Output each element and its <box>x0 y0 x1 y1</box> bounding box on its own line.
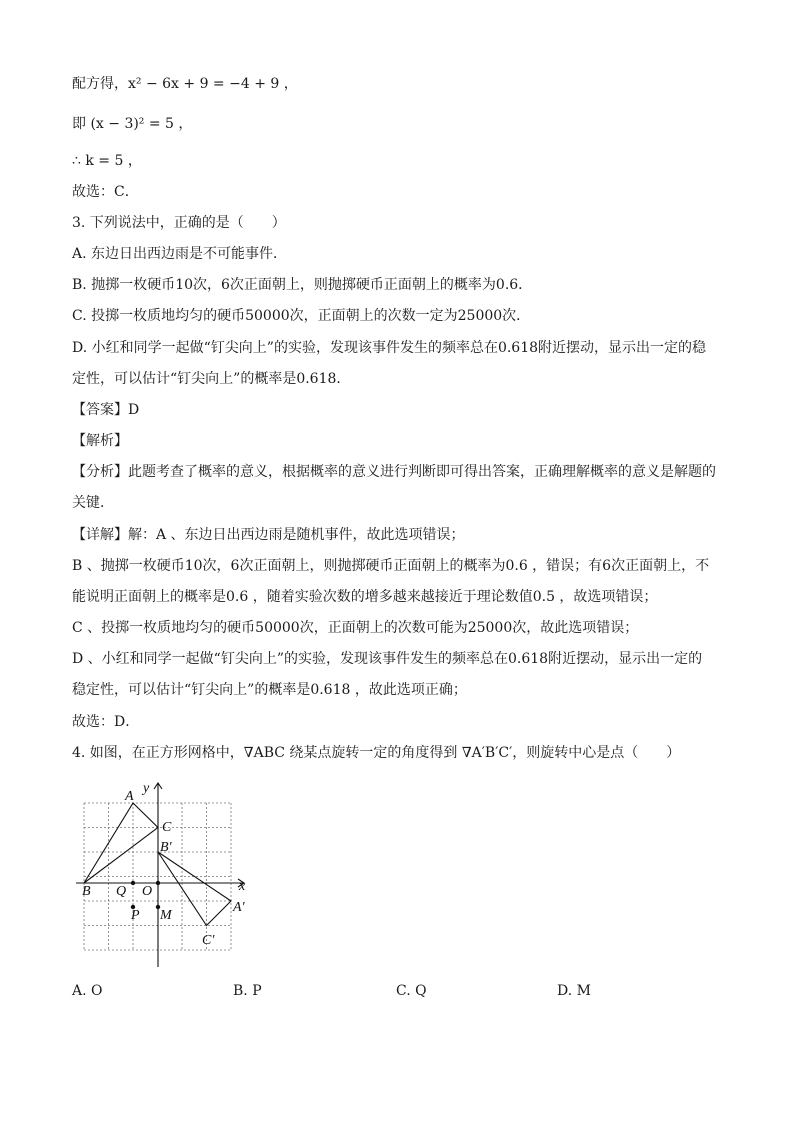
analysis-label: 【解析】 <box>72 433 128 449</box>
detail-6: 稳定性，可以估计“钉尖向上”的概率是0.618 ，故此选项正确； <box>72 682 467 698</box>
analysis-2: 关键． <box>72 495 114 511</box>
label-a: A <box>125 789 134 804</box>
option-3a: A. 东边日出西边雨是不可能事件． <box>72 246 288 262</box>
text-line-2: 即 (x − 3)² = 5 ， <box>72 116 193 132</box>
option-3b: B. 抛掷一枚硬币10次，6次正面朝上，则抛掷硬币正面朝上的概率为0.6． <box>72 277 533 293</box>
detail-3: 能说明正面朝上的概率是0.6 ，随着实验次数的增多越来越接近于理论数值0.5 ，故选项错误； <box>72 589 658 605</box>
label-b: B <box>82 884 91 899</box>
detail-5: D 、小红和同学一起做“钉尖向上”的实验，发现该事件发生的频率总在0.618附近摆动，显示出一定的 <box>72 651 703 667</box>
answer-label: 【答案】D <box>72 402 140 418</box>
question-3: 3. 下列说法中，正确的是（ ） <box>72 215 286 231</box>
detail-7: 故选：D． <box>72 714 140 730</box>
label-c-prime: C′ <box>202 933 215 948</box>
label-a-prime: A′ <box>233 900 245 915</box>
axes <box>76 783 244 967</box>
triangle-abc <box>84 803 158 883</box>
question-4: 4. 如图，在正方形网格中，∇ABC 绕某点旋转一定的角度得到 ∇A′B′C′，则旋转中心是点（ ） <box>72 745 681 761</box>
label-c: C <box>162 820 172 835</box>
analysis-1: 【分析】此题考查了概率的意义，根据概率的意义进行判断即可得出答案，正确理解概率的意义是解题的 <box>72 464 716 480</box>
detail-4: C 、投掷一枚质地均匀的硬币50000次，正面朝上的次数可能为25000次，故此选项错误； <box>72 620 639 636</box>
option-3d-1: D. 小红和同学一起做“钉尖向上”的实验，发现该事件发生的频率总在0.618附近摆动，显示出一定的稳 <box>72 340 707 356</box>
choice-b: B. P <box>233 983 262 999</box>
text-line-1: 配方得，x² − 6x + 9 = −4 + 9 ， <box>72 76 298 92</box>
option-3d-2: 定性，可以估计“钉尖向上”的概率是0.618． <box>72 371 351 387</box>
label-b-prime: B′ <box>160 840 172 855</box>
label-m: M <box>160 908 172 923</box>
detail-2: B 、抛掷一枚硬币10次，6次正面朝上，则抛掷硬币正面朝上的概率为0.6 ，错误；有6次正面朝上，不 <box>72 558 710 574</box>
text-line-4: 故选：C． <box>72 184 139 200</box>
label-q: Q <box>116 884 127 899</box>
rotation-figure <box>72 777 262 972</box>
detail-1: 【详解】解：A 、东边日出西边雨是随机事件，故此选项错误； <box>72 527 465 543</box>
option-3c: C. 投掷一枚质地均匀的硬币50000次，正面朝上的次数一定为25000次． <box>72 308 531 324</box>
text-line-3: ∴ k = 5 ， <box>72 153 142 169</box>
label-x-axis: x <box>239 879 246 894</box>
label-o: O <box>142 884 153 899</box>
label-p: P <box>131 908 140 923</box>
choice-a: A. O <box>72 983 103 999</box>
label-y-axis: y <box>143 781 150 796</box>
choice-d: D. M <box>557 983 591 999</box>
choice-c: C. Q <box>396 983 427 999</box>
